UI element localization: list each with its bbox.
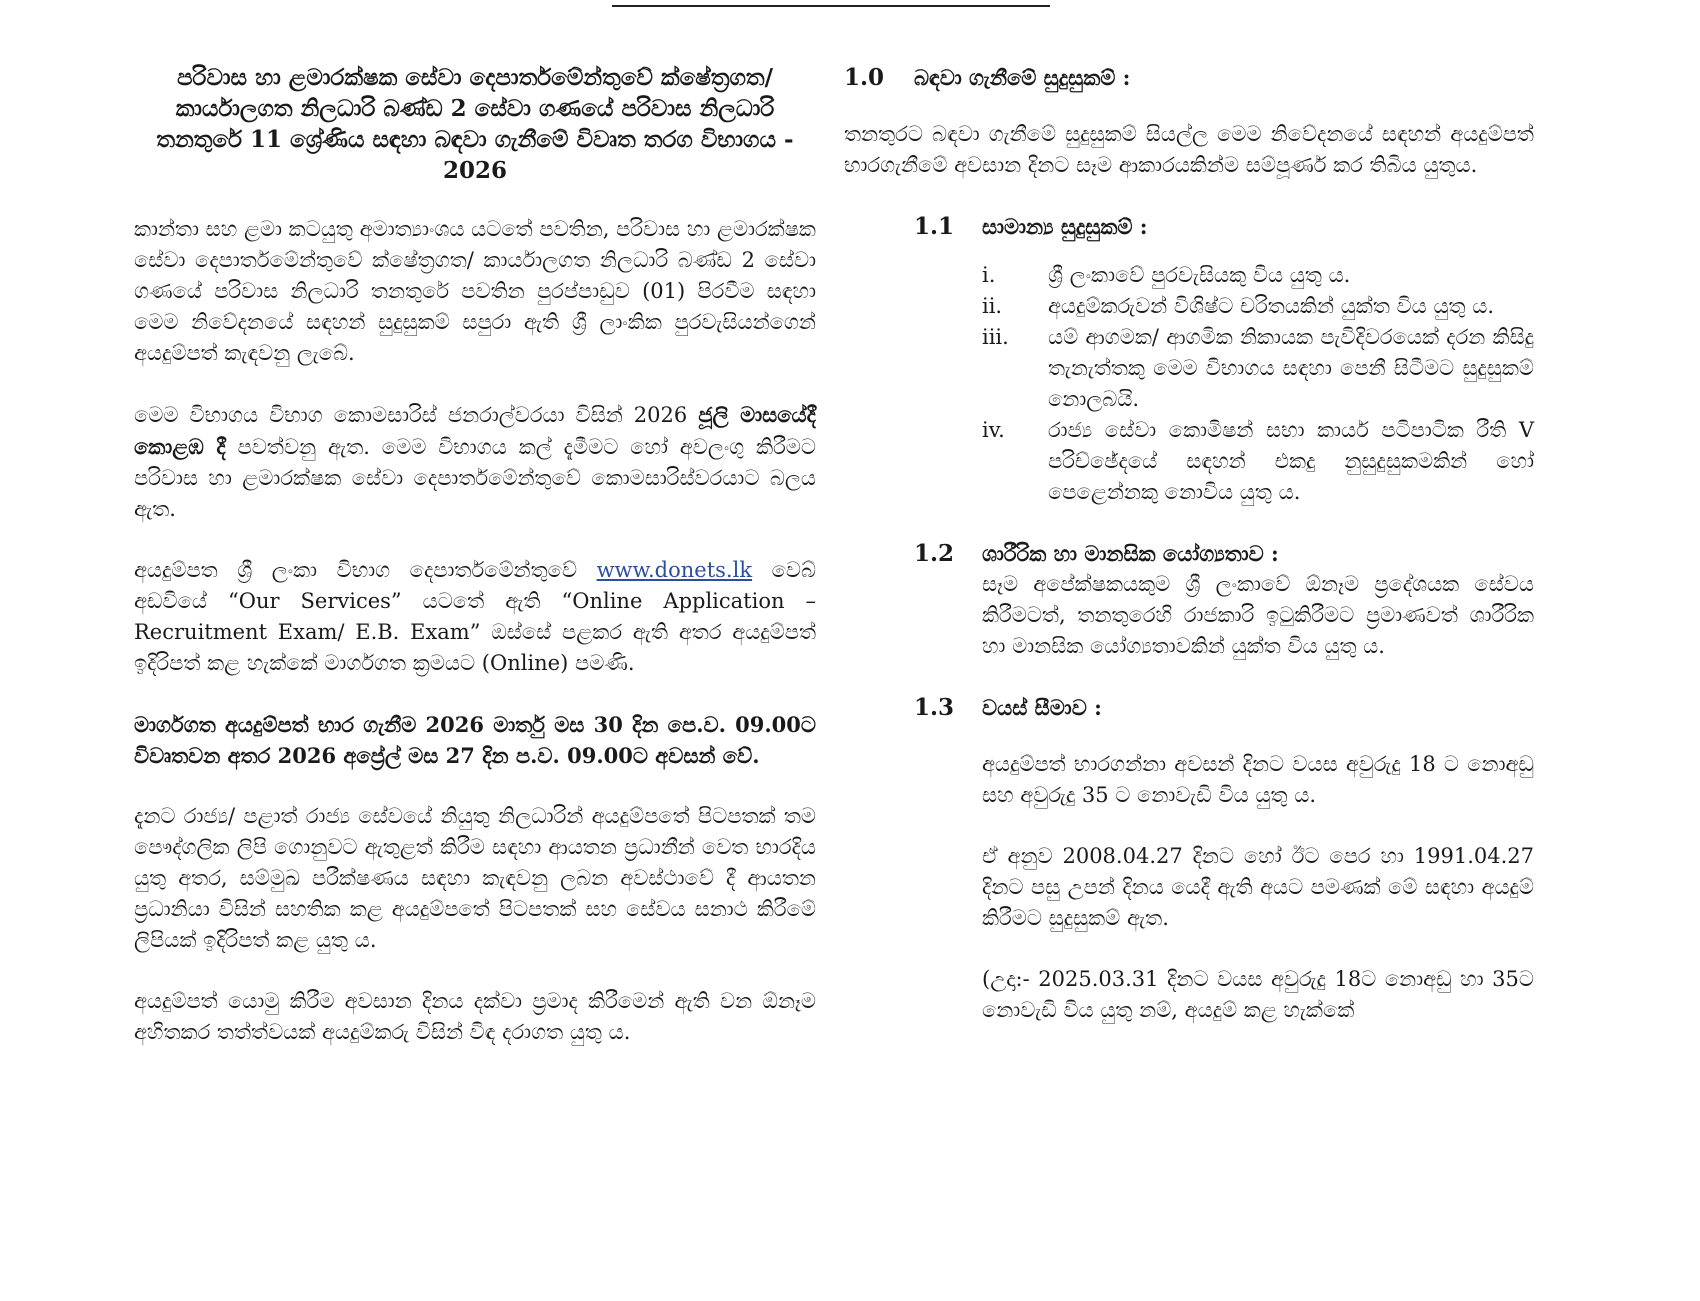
government-officers-paragraph: දැනට රාජ්‍ය/ පළාත් රාජ්‍ය සේවයේ නියුතු නිලධාරින් අයදුම්පතේ පිටපතක් තම පෞද්ගලික ලිපි ගොනුවට ඇතුළත් කිරීම සඳහා ආයතන ප්‍රධානීන් වෙත භාරදිය යුතු අතර, සම්මුඛ පරීක්ෂණය සඳහා කැඳවනු ලබන අවස්ථාවේ දී ආයතන ප්‍රධානියා විසින් සහතික කළ අයදුම්පතේ පිටපතක් සහ සේවය සනාථ කිරීමේ ලිපියක් ඉදිරිපත් කළ යුතු ය. bbox=[134, 804, 816, 952]
section-1-0-text: තනතුරට බඳවා ගැනීමේ සුදුසුකම් සියල්ල මෙම නිවේදනයේ සඳහන් අයදුම්පත් භාරගැනීමේ අවසාන දිනට සෑම ආකාරයකින්ම සම්පූර්ණ කර තිබිය යුතුය. bbox=[844, 122, 1534, 177]
list-item-number: iii. bbox=[982, 325, 1009, 349]
age-limit-paragraph: අයදුම්පත් භාරගන්නා අවසන් දිනට වයස අවුරුදු 18 ට නොඅඩු සහ අවුරුදු 35 ට නොවැඩි විය යුතු ය. bbox=[982, 752, 1534, 807]
section-title: බඳවා ගැනීමේ සුදුසුකම් : bbox=[914, 65, 1131, 90]
section-title: සාමාන්‍ය සුදුසුකම් : bbox=[982, 214, 1148, 239]
list-item-text: ශ්‍රී ලංකාවේ පුරවැසියකු විය යුතු ය. bbox=[1048, 263, 1351, 287]
section-1-0 bbox=[844, 62, 1534, 181]
notice-title: පරිවාස හා ළමාරක්ෂක සේවා දෙපාර්තමේන්තුවේ ක්ෂේත්‍රගත/ කාර්යාලගත නිලධාරි බණ්ඩ 2 සේවා ගණයේ පරිවාස නිලධාරි තනතුරේ 11 ශ්‍රේණිය සඳහා බඳවා ගැනීමේ විවෘත තරග විභාගය - 2026 bbox=[156, 64, 794, 184]
section-1-2-text: සෑම අපේක්ෂකයකුම ශ්‍රී ලංකාවේ ඕනෑම ප්‍රදේශයක සේවය කිරීමටත්, තනතුරෙහි රාජකාරි ඉටුකිරීමට ප්‍රමාණවත් ශාරීරික හා මානසික යෝග්‍යතාවකින් යුක්ත විය යුතු ය. bbox=[982, 572, 1534, 658]
list-item bbox=[982, 322, 1534, 415]
list-item-text: රාජ්‍ය සේවා කොමිෂන් සභා කාර්ය පටිපාටික රීති V පරිච්ඡේදයේ සඳහන් එකදු නුසුදුසුකමකින් හෝ පෙළෙන්නකු නොවිය යුතු ය. bbox=[1048, 418, 1534, 504]
list-item bbox=[982, 291, 1534, 322]
section-1-0-heading bbox=[844, 62, 1534, 93]
intro-paragraph: කාන්තා සහ ළමා කටයුතු අමාත්‍යාංශය යටතේ පවතින, පරිවාස හා ළමාරක්ෂක සේවා දෙපාර්තමේන්තුවේ ක්ෂේත්‍රගත/ කාර්යාලගත නිලධාරි බණ්ඩ 2 සේවා ගණයේ පරිවාස නිලධාරි තනතුරේ පවතින පුරප්පාඩුව (01) පිරවීම සඳහා මෙම නිවේදනයේ සඳහන් සුදුසුකම් සපුරා ඇති ශ්‍රී ලාංකික පුරවැසියන්ගෙන් අයදුම්පත් කැඳවනු ලැබේ. bbox=[134, 217, 816, 365]
list-item bbox=[982, 415, 1534, 508]
list-item-text: යම් ආගමක/ ආගමික නිකායක පැවිදිවරයෙක් දරන කිසිදු තැනැත්තකු මෙම විභාගය සඳහා පෙනී සිටීමට සුදුසුකම් නොලබයි. bbox=[1048, 325, 1534, 411]
list-item-number: iv. bbox=[982, 418, 1005, 442]
general-qualifications-list bbox=[982, 260, 1534, 508]
age-example-paragraph: (උදා:- 2025.03.31 දිනට වයස අවුරුදු 18ට නොඅඩු හා 35ට නොවැඩි විය යුතු නම්, අයදුම් කළ හැක්කේ bbox=[982, 967, 1534, 1022]
section-number: 1.0 bbox=[844, 64, 885, 91]
online-application-paragraph bbox=[134, 555, 816, 679]
section-1-1-heading bbox=[914, 211, 1534, 242]
top-rule bbox=[612, 5, 1050, 7]
exam-schedule-text-c: පවත්වනු ඇත. මෙම විභාගය කල් දැමීමට හෝ අවලංගු කිරීමට පරිවාස හා ළමාරක්ෂක සේවා දෙපාර්තමේන්තුවේ කොමසාරිස්වරයාට බලය ඇත. bbox=[134, 435, 816, 521]
section-1-1 bbox=[914, 211, 1534, 242]
section-1-2-heading bbox=[914, 538, 1534, 569]
section-number: 1.1 bbox=[914, 213, 955, 240]
donets-link[interactable]: www.donets.lk bbox=[596, 558, 753, 582]
exam-schedule-paragraph bbox=[134, 399, 816, 525]
list-item-number: i. bbox=[982, 263, 996, 287]
online-application-text-a: අයදුම්පත ශ්‍රී ලංකා විභාග දෙපාර්තමේන්තුවේ bbox=[134, 558, 578, 582]
birth-date-range-paragraph: ඒ අනුව 2008.04.27 දිනට හෝ ඊට පෙර හා 1991.04.27 දිනට පසු උපන් දිනය යෙදී ඇති අයට පමණක් මේ සඳහා අයදුම් කිරීමට සුදුසුකම් ඇත. bbox=[982, 844, 1534, 930]
section-1-3-heading bbox=[914, 692, 1534, 723]
exam-schedule-text-a: මෙම විභාගය විභාග කොමසාරිස් ජනරාල්වරයා විසින් 2026 bbox=[134, 403, 688, 427]
list-item-number: ii. bbox=[982, 294, 1003, 318]
section-title: ශාරීරික හා මානසික යෝග්‍යතාව : bbox=[982, 541, 1279, 566]
right-column bbox=[844, 62, 1534, 1056]
section-title: වයස් සීමාව : bbox=[982, 695, 1102, 720]
list-item bbox=[982, 260, 1534, 291]
left-column bbox=[134, 62, 816, 1078]
exam-schedule-date-place: ජූලි මාසයේදී කොළඹ දී bbox=[134, 402, 816, 459]
list-item-text: අයදුම්කරුවන් විශිෂ්ට චරිතයකින් යුක්ත විය යුතු ය. bbox=[1048, 294, 1495, 318]
section-number: 1.2 bbox=[914, 540, 955, 567]
section-1-2 bbox=[914, 538, 1534, 662]
online-application-text-b: වෙබ් අඩවියේ “Our Services” යටතේ ඇති “Online Application – Recruitment Exam/ E.B. Exam” ඔස්සේ පළකර ඇති අතර අයදුම්පත් ඉදිරිපත් කළ හැක්කේ මාර්ගගත ක්‍රමයට (Online) පමණි. bbox=[134, 558, 816, 675]
section-number: 1.3 bbox=[914, 694, 955, 721]
late-submission-paragraph: අයදුම්පත් යොමු කිරීම අවසාන දිනය දක්වා ප්‍රමාද කිරීමෙන් ඇති වන ඕනෑම අහිතකර තත්ත්වයක් අයදුම්කරු විසින් විඳ දරාගත යුතු ය. bbox=[134, 989, 816, 1044]
application-period-paragraph: මාර්ගගත අයදුම්පත් භාර ගැනීම 2026 මාර්තු මස 30 දින පෙ.ව. 09.00ට විවෘතවන අතර 2026 අප්‍රේල් මස 27 දින ප.ව. 09.00ට අවසන් වේ. bbox=[134, 712, 816, 768]
section-1-3 bbox=[914, 692, 1534, 1026]
